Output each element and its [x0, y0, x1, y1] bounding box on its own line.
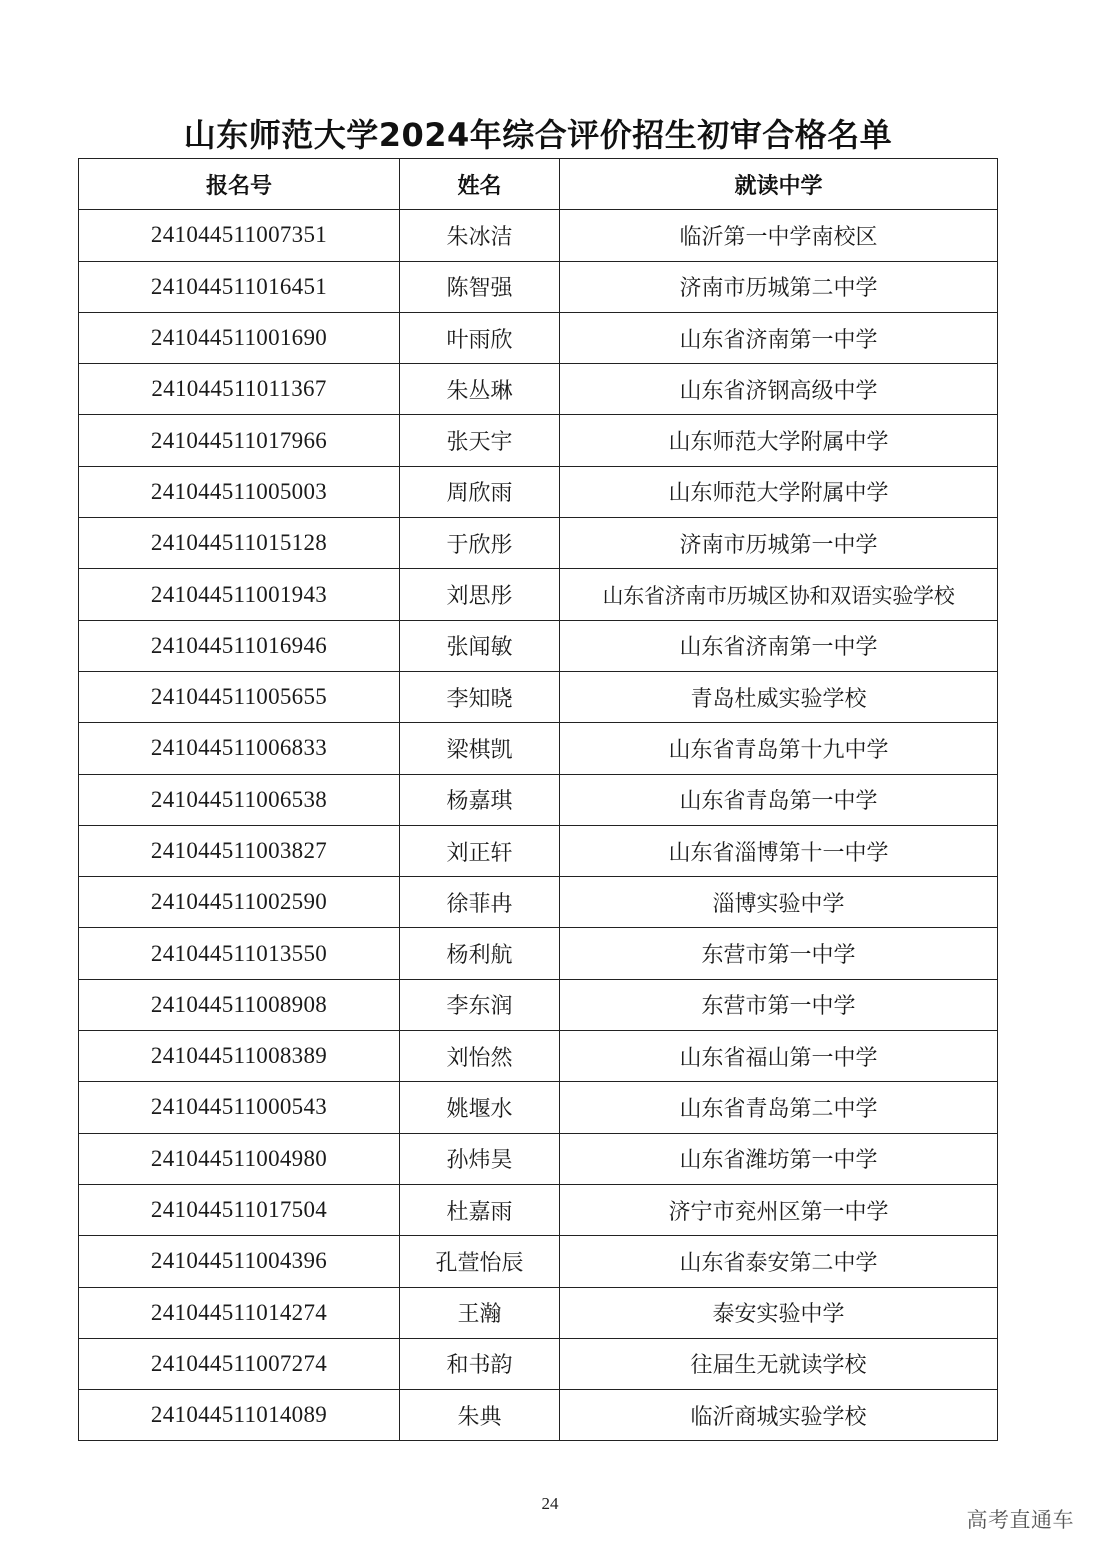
- student-name-cell: 孔萱怡辰: [400, 1236, 560, 1287]
- registration-number-cell: 241044511001943: [79, 569, 400, 620]
- table-row: [79, 723, 998, 774]
- registration-number-cell: 241044511003827: [79, 825, 400, 876]
- school-cell: 山东省泰安第二中学: [560, 1236, 998, 1287]
- student-name-cell: 朱典: [400, 1390, 560, 1441]
- student-name-cell: 李知晓: [400, 671, 560, 722]
- table-row: [79, 415, 998, 466]
- table-row: [79, 1390, 998, 1441]
- student-name-cell: 周欣雨: [400, 466, 560, 517]
- school-cell: 济南市历城第二中学: [560, 261, 998, 312]
- table-row: [79, 1236, 998, 1287]
- student-name-cell: 朱冰洁: [400, 210, 560, 261]
- student-name-cell: 朱丛琳: [400, 364, 560, 415]
- registration-number-cell: 241044511002590: [79, 877, 400, 928]
- table-row: [79, 774, 998, 825]
- school-cell: 东营市第一中学: [560, 979, 998, 1030]
- school-cell: 山东省福山第一中学: [560, 1031, 998, 1082]
- school-cell: 山东省淄博第十一中学: [560, 825, 998, 876]
- registration-number-cell: 241044511005655: [79, 671, 400, 722]
- school-cell: 山东省青岛第一中学: [560, 774, 998, 825]
- header-registration-number: 报名号: [79, 159, 400, 210]
- registration-number-cell: 241044511014274: [79, 1287, 400, 1338]
- table-row: [79, 620, 998, 671]
- school-cell: 东营市第一中学: [560, 928, 998, 979]
- registration-number-cell: 241044511004396: [79, 1236, 400, 1287]
- table-row: [79, 1184, 998, 1235]
- registration-number-cell: 241044511014089: [79, 1390, 400, 1441]
- school-cell: 山东省济南第一中学: [560, 620, 998, 671]
- registration-number-cell: 241044511005003: [79, 466, 400, 517]
- page-title: 山东师范大学2024年综合评价招生初审合格名单: [183, 116, 893, 154]
- student-name-cell: 李东润: [400, 979, 560, 1030]
- school-cell: 山东省青岛第十九中学: [560, 723, 998, 774]
- table-header-row: [79, 159, 998, 210]
- header-school: 就读中学: [560, 159, 998, 210]
- registration-number-cell: 241044511001690: [79, 312, 400, 363]
- school-cell: 临沂第一中学南校区: [560, 210, 998, 261]
- school-cell: 山东师范大学附属中学: [560, 415, 998, 466]
- school-cell: 济南市历城第一中学: [560, 518, 998, 569]
- student-name-cell: 刘思彤: [400, 569, 560, 620]
- page-number: 24: [541, 1494, 559, 1513]
- registration-number-cell: 241044511013550: [79, 928, 400, 979]
- registration-number-cell: 241044511004980: [79, 1133, 400, 1184]
- school-cell: 山东省济钢高级中学: [560, 364, 998, 415]
- registration-number-cell: 241044511000543: [79, 1082, 400, 1133]
- table-row: [79, 1031, 998, 1082]
- student-name-cell: 徐菲冉: [400, 877, 560, 928]
- table-row: [79, 518, 998, 569]
- header-name: 姓名: [400, 159, 560, 210]
- table-row: [79, 261, 998, 312]
- table-row: [79, 1338, 998, 1389]
- school-cell: 济宁市兖州区第一中学: [560, 1184, 998, 1235]
- table-row: [79, 210, 998, 261]
- table-row: [79, 569, 998, 620]
- table-row: [79, 877, 998, 928]
- student-name-cell: 孙炜昊: [400, 1133, 560, 1184]
- student-name-cell: 于欣彤: [400, 518, 560, 569]
- school-cell: 山东省济南第一中学: [560, 312, 998, 363]
- student-name-cell: 姚堰水: [400, 1082, 560, 1133]
- table-row: [79, 928, 998, 979]
- table-row: [79, 1082, 998, 1133]
- table-row: [79, 312, 998, 363]
- table-row: [79, 979, 998, 1030]
- school-cell: 临沂商城实验学校: [560, 1390, 998, 1441]
- school-cell: 青岛杜威实验学校: [560, 671, 998, 722]
- school-cell: 淄博实验中学: [560, 877, 998, 928]
- registration-number-cell: 241044511007351: [79, 210, 400, 261]
- student-name-cell: 陈智强: [400, 261, 560, 312]
- table-row: [79, 825, 998, 876]
- school-cell: 山东省济南市历城区协和双语实验学校: [560, 569, 998, 620]
- student-name-cell: 梁棋凯: [400, 723, 560, 774]
- student-name-cell: 刘正轩: [400, 825, 560, 876]
- admission-list-table: [78, 158, 998, 1441]
- table-row: [79, 466, 998, 517]
- student-name-cell: 杨嘉琪: [400, 774, 560, 825]
- school-cell: 山东师范大学附属中学: [560, 466, 998, 517]
- school-cell: 泰安实验中学: [560, 1287, 998, 1338]
- student-name-cell: 叶雨欣: [400, 312, 560, 363]
- student-name-cell: 张天宇: [400, 415, 560, 466]
- registration-number-cell: 241044511006538: [79, 774, 400, 825]
- table-row: [79, 364, 998, 415]
- registration-number-cell: 241044511011367: [79, 364, 400, 415]
- registration-number-cell: 241044511017966: [79, 415, 400, 466]
- registration-number-cell: 241044511008389: [79, 1031, 400, 1082]
- registration-number-cell: 241044511008908: [79, 979, 400, 1030]
- table-row: [79, 671, 998, 722]
- registration-number-cell: 241044511017504: [79, 1184, 400, 1235]
- table-row: [79, 1133, 998, 1184]
- table-body: [79, 210, 998, 1441]
- registration-number-cell: 241044511016451: [79, 261, 400, 312]
- student-name-cell: 和书韵: [400, 1338, 560, 1389]
- registration-number-cell: 241044511006833: [79, 723, 400, 774]
- school-cell: 往届生无就读学校: [560, 1338, 998, 1389]
- registration-number-cell: 241044511015128: [79, 518, 400, 569]
- student-name-cell: 王瀚: [400, 1287, 560, 1338]
- registration-number-cell: 241044511007274: [79, 1338, 400, 1389]
- student-name-cell: 张闻敏: [400, 620, 560, 671]
- student-name-cell: 刘怡然: [400, 1031, 560, 1082]
- table-row: [79, 1287, 998, 1338]
- school-cell: 山东省潍坊第一中学: [560, 1133, 998, 1184]
- registration-number-cell: 241044511016946: [79, 620, 400, 671]
- watermark: 高考直通车: [966, 1508, 1074, 1532]
- student-name-cell: 杨利航: [400, 928, 560, 979]
- table-header: [79, 159, 998, 210]
- student-name-cell: 杜嘉雨: [400, 1184, 560, 1235]
- school-cell: 山东省青岛第二中学: [560, 1082, 998, 1133]
